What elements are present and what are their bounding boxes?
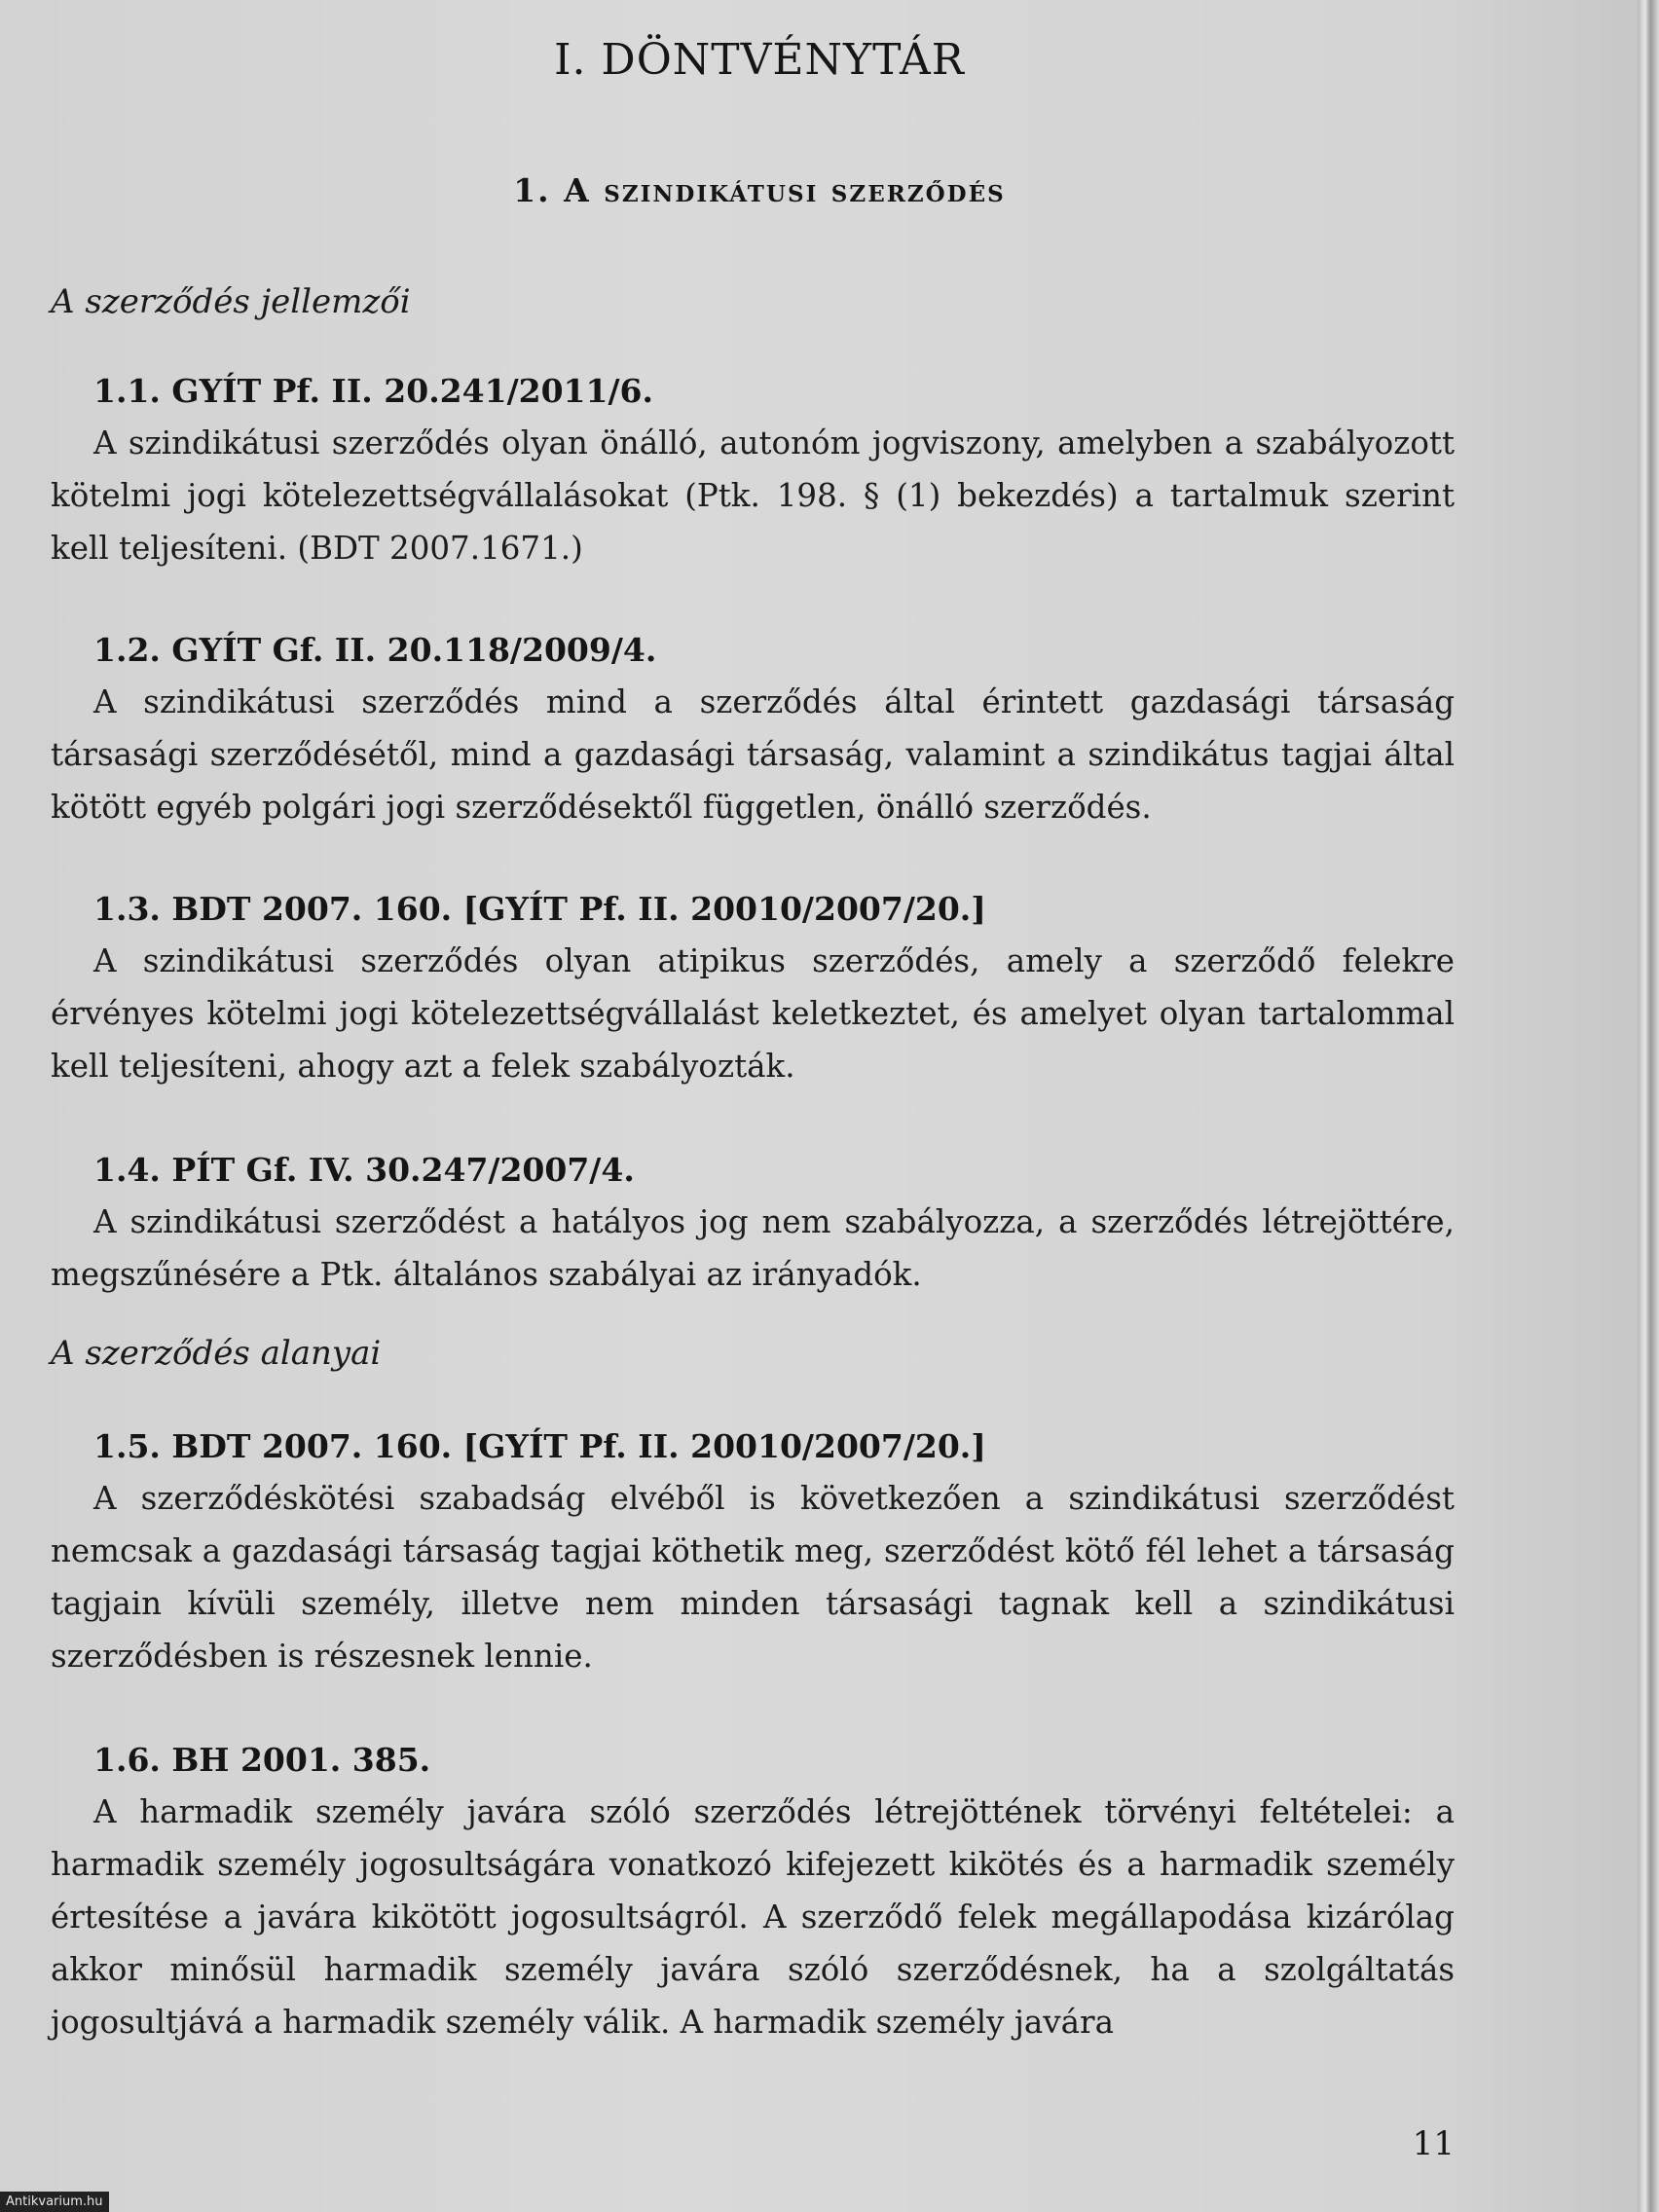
entry-text-1-3 [51,935,1455,1092]
entry-text-1-4 [51,1196,1455,1301]
entry-text-1-2 [51,676,1455,833]
chapter-title: 1. A szindikátusi szerződés [513,171,1006,209]
entry-text-1-5 [51,1472,1455,1682]
book-spine-edge [1638,0,1659,2212]
entry-text: A szerződéskötési szabadság elvéből is következően a szindikátusi szerződést nemcsak a gazdasági társaság tagjai köthetik meg, szerződést kötő fél lehet a társaság tagjain kívüli személy, illetve nem minden társasági tagnak kell a szindikátusi szerződésben is részesnek lennie. [51,1480,1455,1675]
entry-text: A szindikátusi szerződés olyan atipikus szerződés, amely a szerződő felekre érvényes kötelmi jogi kötelezettségvállalást keletkeztet, és amelyet olyan tartalommal kell teljesíteni, ahogy azt a felek szabályozták. [51,942,1455,1085]
section-heading-alanyai: A szerződés alanyai [51,1334,382,1373]
entry-heading-1-4: 1.4. PÍT Gf. IV. 30.247/2007/4. [93,1151,635,1189]
page-title: I. DÖNTVÉNYTÁR [554,35,965,85]
page-number: 11 [1412,2124,1455,2163]
entry-text: A harmadik személy javára szóló szerződés létrejöttének törvényi feltételei: a harmadik személy jogosultságára vonatkozó kifejezett kikötés és a harmadik személy értesítése a javára kikötött jogosultságról. A szerződő felek megállapodása kizárólag akkor minősül harmadik személy javára szóló szerződésnek, ha a szolgáltatás jogosultjává a harmadik személy válik. A harmadik személy javára [51,1793,1455,2041]
watermark: Antikvarium.hu [0,2192,109,2212]
entry-heading-1-1: 1.1. GYÍT Pf. II. 20.241/2011/6. [93,372,653,410]
entry-heading-1-3: 1.3. BDT 2007. 160. [GYÍT Pf. II. 20010/2007/20.] [93,890,986,928]
section-heading-jellemzoi: A szerződés jellemzői [51,282,411,321]
entry-text-1-6 [51,1786,1455,2048]
entry-text-1-1 [51,417,1455,574]
entry-text: A szindikátusi szerződést a hatályos jog nem szabályozza, a szerződés létrejöttére, megszűnésére a Ptk. általános szabályai az irányadók. [51,1203,1455,1293]
entry-text: A szindikátusi szerződés olyan önálló, autonóm jogviszony, amelyben a szabályozott kötelmi jogi kötelezettségvállalásokat (Ptk. 198. § (1) bekezdés) a tartalmuk szerint kell teljesíteni. (BDT 2007.1671.) [51,424,1455,567]
entry-text: A szindikátusi szerződés mind a szerződés által érintett gazdasági társaság társasági szerződésétől, mind a gazdasági társaság, valamint a szindikátus tagjai által kötött egyéb polgári jogi szerződésektől független, önálló szerződés. [51,683,1455,826]
entry-heading-1-5: 1.5. BDT 2007. 160. [GYÍT Pf. II. 20010/2007/20.] [93,1427,986,1465]
entry-heading-1-2: 1.2. GYÍT Gf. II. 20.118/2009/4. [93,631,657,669]
entry-heading-1-6: 1.6. BH 2001. 385. [93,1741,431,1779]
